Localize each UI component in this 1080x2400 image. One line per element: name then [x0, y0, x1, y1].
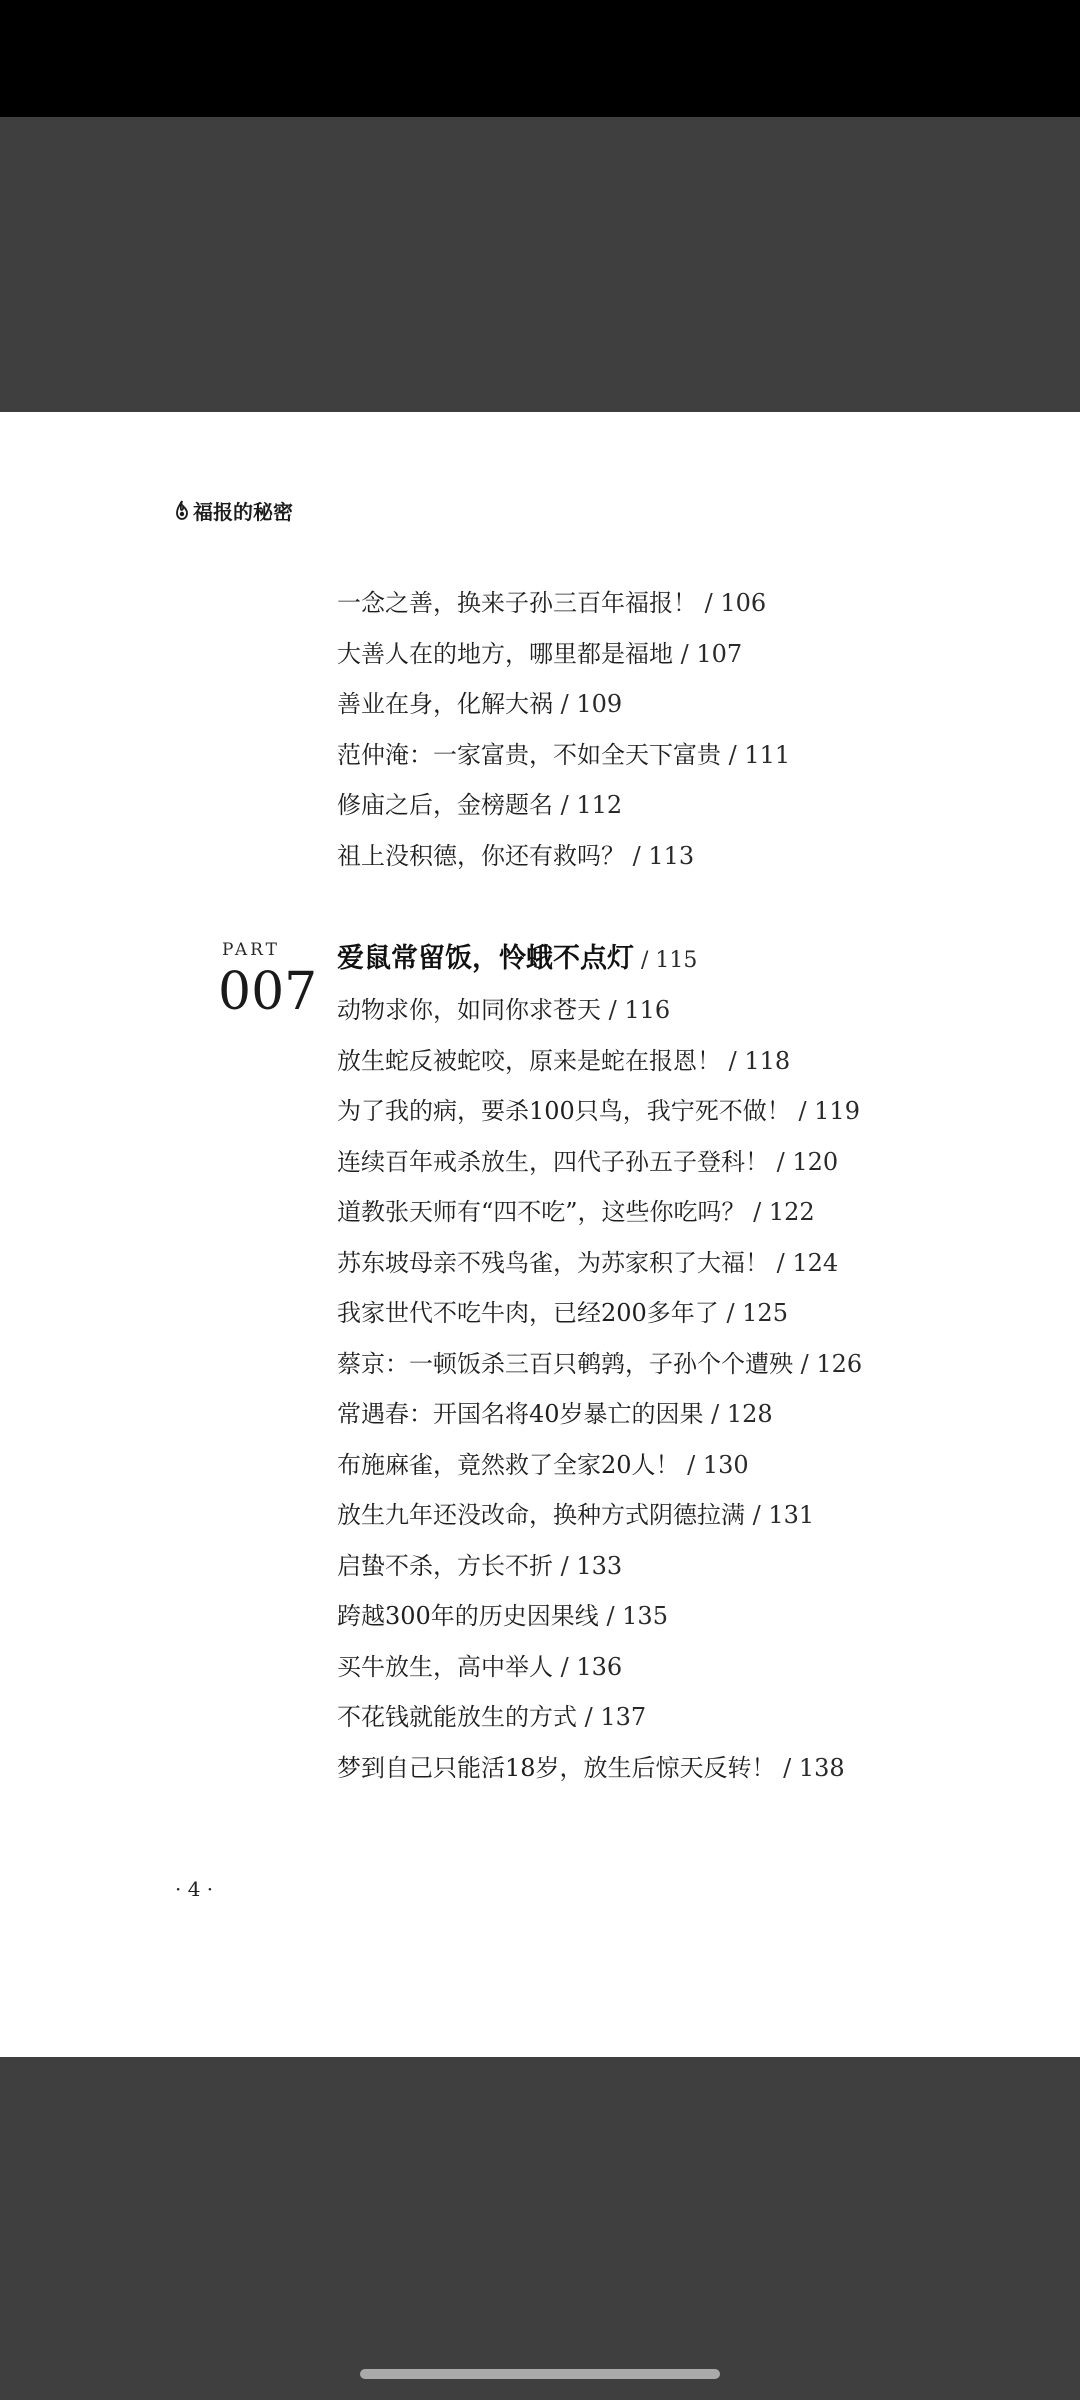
toc-entry[interactable] [337, 780, 1037, 831]
page-folio: · 4 · [175, 1877, 214, 1901]
entry-separator: / [697, 589, 721, 617]
book-page [0, 412, 1080, 2057]
entry-separator: / [745, 1198, 769, 1226]
entry-page: 125 [742, 1299, 788, 1327]
toc-entry[interactable] [337, 1036, 1037, 1087]
toc-entry[interactable] [337, 629, 1037, 680]
entry-title: 为了我的病，要杀100只鸟，我宁死不做！ [337, 1097, 791, 1125]
status-bar [0, 0, 1080, 117]
entry-page: 107 [696, 639, 743, 668]
entry-page: 120 [792, 1147, 839, 1176]
entry-page: 126 [816, 1349, 863, 1378]
toc-entry[interactable] [337, 1490, 1037, 1541]
entry-title: 道教张天师有“四不吃”，这些你吃吗？ [337, 1198, 746, 1226]
entry-separator: / [718, 1299, 743, 1327]
entry-separator: / [553, 1652, 577, 1681]
entry-title: 苏东坡母亲不残鸟雀，为苏家积了大福！ [337, 1248, 769, 1277]
toc-entry[interactable] [337, 1137, 1037, 1188]
part-heading[interactable] [337, 934, 697, 984]
toc-entry[interactable] [337, 1238, 1037, 1289]
entry-separator: / [721, 740, 745, 769]
toc-entry[interactable] [337, 831, 1037, 882]
entry-separator: / [553, 690, 577, 718]
toc-entry[interactable] [337, 1642, 1037, 1693]
entry-page: 119 [814, 1097, 860, 1125]
entry-separator: / [553, 791, 577, 819]
entry-title: 梦到自己只能活18岁，放生后惊天反转！ [337, 1753, 776, 1782]
entry-title: 我家世代不吃牛肉，已经200多年了 [337, 1299, 719, 1327]
toc-entry[interactable] [337, 1440, 1037, 1491]
part-page: 115 [655, 948, 698, 973]
part-number: 007 [218, 962, 318, 1022]
entry-title: 买牛放生，高中举人 [337, 1652, 553, 1681]
entry-title: 启蛰不杀，方长不折 [337, 1551, 553, 1580]
toc-entry[interactable] [337, 985, 1037, 1036]
part-title: 爱鼠常留饭，怜蛾不点灯 [337, 943, 634, 974]
entry-page: 111 [744, 740, 791, 769]
entry-page: 135 [622, 1602, 668, 1630]
entry-separator: / [598, 1602, 623, 1630]
entry-separator: / [775, 1753, 799, 1782]
entry-title: 动物求你，如同你求苍天 [337, 996, 601, 1024]
entry-separator: / [577, 1703, 601, 1731]
entry-page: 131 [768, 1501, 815, 1529]
toc-entry[interactable] [337, 578, 1037, 629]
toc-entry[interactable] [337, 1288, 1037, 1339]
entry-separator: / [745, 1501, 769, 1529]
toc-entry[interactable] [337, 1591, 1037, 1642]
gesture-navigation-bar[interactable] [360, 2369, 720, 2379]
part-label: PART [222, 940, 280, 960]
entry-page: 136 [576, 1652, 623, 1681]
entry-title: 放生九年还没改命，换种方式阴德拉满 [337, 1501, 745, 1529]
toc-entry[interactable] [337, 730, 1037, 781]
entry-separator: / [769, 1147, 793, 1176]
entry-separator: / [634, 948, 656, 973]
toc-entry[interactable] [337, 1692, 1037, 1743]
entry-title: 修庙之后，金榜题名 [337, 791, 553, 819]
flame-logo-icon [175, 499, 189, 521]
entry-title: 常遇春：开国名将40岁暴亡的因果 [337, 1400, 704, 1428]
toc-entry[interactable] [337, 679, 1037, 730]
entry-separator: / [790, 1097, 815, 1125]
entry-page: 116 [624, 996, 671, 1024]
entry-separator: / [625, 841, 649, 870]
entry-title: 大善人在的地方，哪里都是福地 [337, 639, 673, 668]
entry-separator: / [679, 1450, 703, 1479]
entry-separator: / [703, 1400, 727, 1428]
entry-page: 113 [648, 841, 695, 870]
entry-page: 106 [720, 589, 767, 617]
entry-title: 祖上没积德，你还有救吗？ [337, 841, 625, 870]
entry-separator: / [769, 1248, 793, 1277]
toc-entry[interactable] [337, 1389, 1037, 1440]
entry-separator: / [601, 996, 625, 1024]
entry-page: 128 [726, 1400, 773, 1428]
toc-entry[interactable] [337, 1339, 1037, 1390]
entry-title: 范仲淹：一家富贵，不如全天下富贵 [337, 740, 721, 769]
entry-title: 放生蛇反被蛇咬，原来是蛇在报恩！ [337, 1046, 721, 1075]
part-marker [218, 940, 318, 1022]
entry-page: 109 [576, 690, 623, 718]
entry-page: 124 [792, 1248, 839, 1277]
toc-entry[interactable] [337, 1743, 1037, 1794]
entry-title: 蔡京：一顿饭杀三百只鹌鹑，子孙个个遭殃 [337, 1349, 793, 1378]
entry-title: 一念之善，换来子孙三百年福报！ [337, 589, 697, 617]
toc-list-b [337, 985, 1037, 1793]
entry-page: 130 [702, 1450, 749, 1479]
entry-title: 不花钱就能放生的方式 [337, 1703, 577, 1731]
running-head [175, 495, 293, 525]
entry-title: 连续百年戒杀放生，四代子孙五子登科！ [337, 1147, 769, 1176]
entry-separator: / [793, 1349, 817, 1378]
entry-page: 137 [600, 1703, 647, 1731]
entry-page: 122 [768, 1198, 815, 1226]
entry-separator: / [721, 1046, 745, 1075]
toc-list-a [337, 578, 1037, 881]
toc-entry[interactable] [337, 1187, 1037, 1238]
entry-separator: / [553, 1551, 577, 1580]
toc-entry[interactable] [337, 1541, 1037, 1592]
entry-title: 布施麻雀，竟然救了全家20人！ [337, 1450, 680, 1479]
toc-entry[interactable] [337, 1086, 1037, 1137]
entry-page: 133 [576, 1551, 623, 1580]
entry-page: 138 [798, 1753, 845, 1782]
entry-page: 118 [744, 1046, 791, 1075]
entry-separator: / [673, 639, 697, 668]
book-title: 福报的秘密 [193, 499, 293, 524]
entry-page: 112 [576, 791, 623, 819]
entry-title: 善业在身，化解大祸 [337, 690, 553, 718]
entry-title: 跨越300年的历史因果线 [337, 1602, 599, 1630]
